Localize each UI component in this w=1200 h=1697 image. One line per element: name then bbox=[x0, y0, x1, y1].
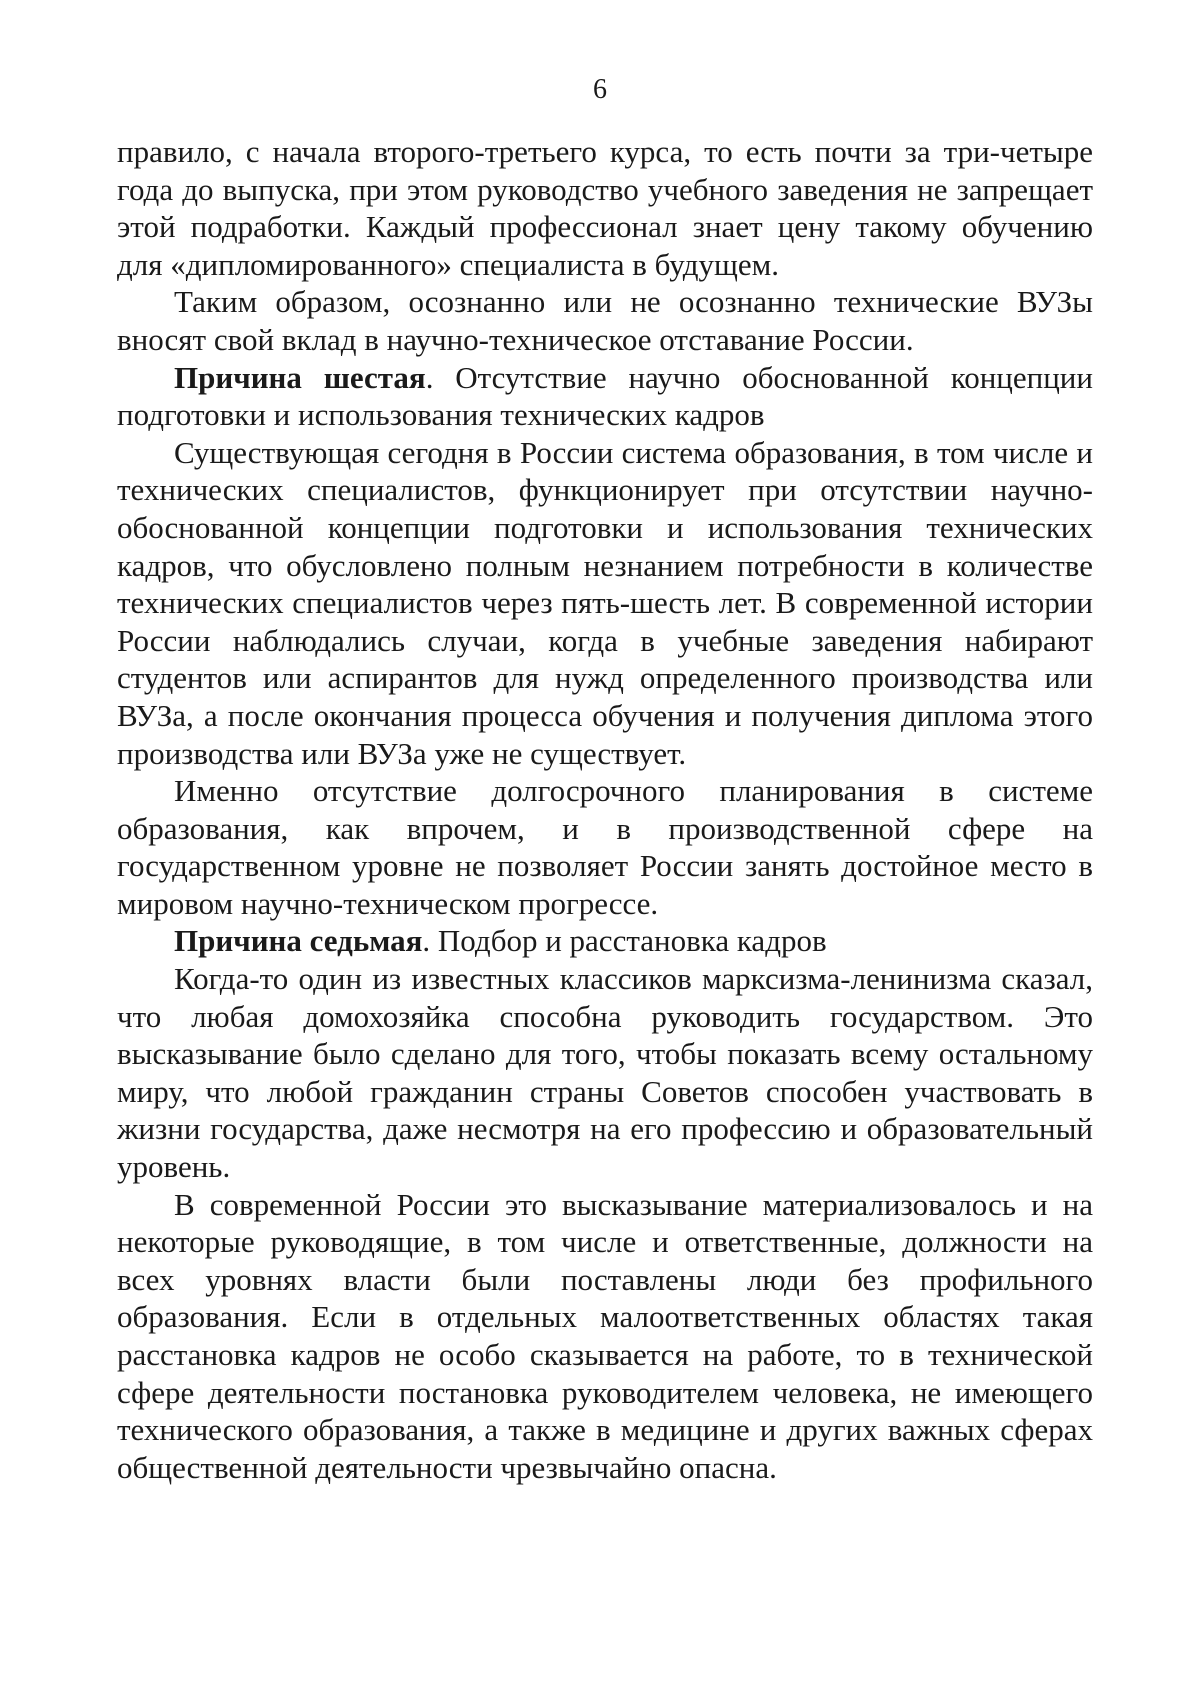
paragraph-text: Именно отсутствие долгосрочного планирования в системе образования, как впрочем, и в производственной сфере на государственном уровне не позволяет России занять достойное место в мировом научно-техническом прогрессе. bbox=[117, 773, 1093, 921]
reason-seven-lead: Причина седьмая bbox=[174, 923, 423, 959]
reason-seven-heading bbox=[117, 922, 1093, 960]
paragraph-conclusion bbox=[117, 283, 1093, 358]
reason-seven-text: . Подбор и расстановка кадров bbox=[422, 923, 827, 959]
paragraph-text: В современной России это высказывание материализовалось и на некоторые руководящие, в том числе и ответственные, должности на всех уровнях власти были поставлены люди без профильного образования. Если в отдельных малоответственных областях такая расстановка кадров не особо сказывается на работе, то в технической сфере деятельности постановка руководителем человека, не имеющего технического образования, а также в медицине и других важных сферах общественной деятельности чрезвычайно опасна. bbox=[117, 1186, 1093, 1485]
paragraph-text: Когда-то один из известных классиков марксизма-ленинизма сказал, что любая домохозяйка способна руководить государством. Это высказывание было сделано для того, чтобы показать всему остальному миру, что любой гражданин страны Советов способен участвовать в жизни государства, даже несмотря на его профессию и образовательный уровень. bbox=[117, 961, 1093, 1185]
paragraph-text: Таким образом, осознанно или не осознанно технические ВУЗы вносят свой вклад в научно-техническое отставание России. bbox=[117, 284, 1093, 357]
page-number: 6 bbox=[593, 74, 607, 105]
paragraph-text: правило, с начала второго-третьего курса, то есть почти за три-четыре года до выпуска, при этом руководство учебного заведения не запрещает этой подработки. Каждый профессионал знает цену такому обучению для «дипломированного» специалиста в будущем. bbox=[117, 134, 1093, 282]
reason-six-text: . Отсутствие научно обоснованной концепции подготовки и использования технических кадров bbox=[117, 359, 1093, 433]
paragraph-continuation bbox=[117, 133, 1093, 283]
paragraph-long-term-planning bbox=[117, 772, 1093, 922]
reason-six-heading bbox=[117, 359, 1093, 434]
paragraph-modern-russia bbox=[117, 1186, 1093, 1487]
reason-six-lead: Причина шестая bbox=[174, 359, 426, 395]
page-body bbox=[117, 133, 1093, 1486]
paragraph-text: Существующая сегодня в России система образования, в том числе и технических специалистов, функционирует при отсутствии научно-обоснованной концепции подготовки и использования технических кадров, что обусловлено полным незнанием потребности в количестве технических специалистов через пять-шесть лет. В современной истории России наблюдались случаи, когда в учебные заведения набирают студентов или аспирантов для нужд определенного производства или ВУЗа, а после окончания процесса обучения и получения диплома этого производства или ВУЗа уже не существует. bbox=[117, 434, 1093, 771]
paragraph-housewife-quote bbox=[117, 960, 1093, 1186]
paragraph-education-system bbox=[117, 434, 1093, 772]
